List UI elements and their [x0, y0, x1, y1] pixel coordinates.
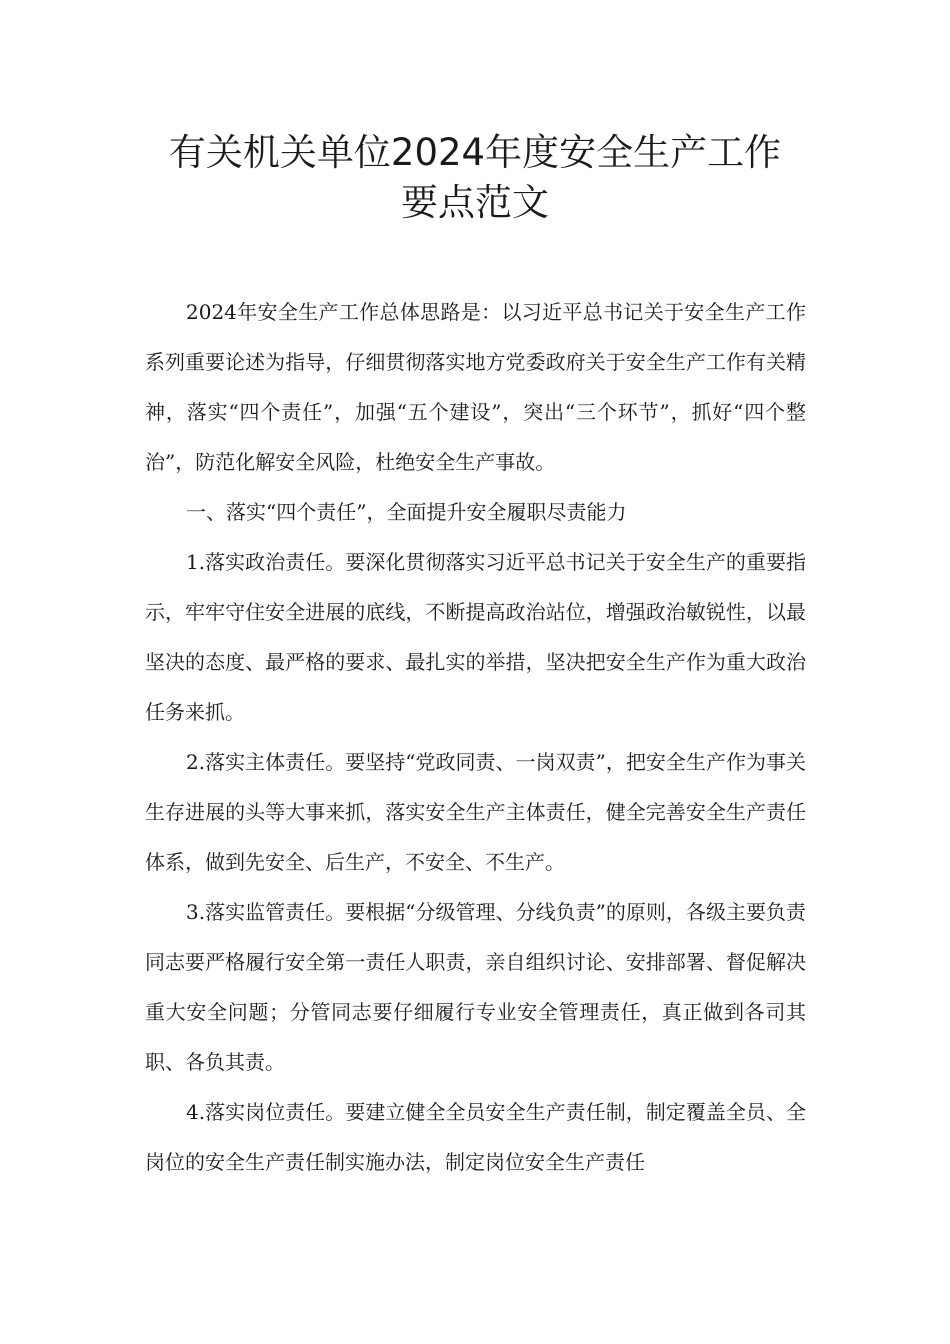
paragraph-item-1: 1.落实政治责任。要深化贯彻落实习近平总书记关于安全生产的重要指示，牢牢守住安全进展的底线，不断提高政治站位，增强政治敏锐性，以最坚决的态度、最严格的要求、最扎实的举措，坚决把安全生产作为重大政治任务来抓。	[145, 550, 806, 724]
title-line-1: 有关机关单位2024年度安全生产工作	[168, 131, 782, 174]
paragraph-item-4: 4.落实岗位责任。要建立健全全员安全生产责任制，制定覆盖全员、全岗位的安全生产责任制实施办法，制定岗位安全生产责任	[145, 1100, 806, 1174]
section-heading: 一、落实“四个责任”，全面提升安全履职尽责能力	[186, 500, 627, 524]
paragraph-intro: 2024年安全生产工作总体思路是：以习近平总书记关于安全生产工作系列重要论述为指导，仔细贯彻落实地方党委政府关于安全生产工作有关精神，落实“四个责任”，加强“五个建设”，突出“三个环节”，抓好“四个整治”，防范化解安全风险，杜绝安全生产事故。	[145, 300, 806, 474]
document-body	[145, 287, 806, 1187]
paragraph-item-3: 3.落实监管责任。要根据“分级管理、分线负责”的原则，各级主要负责同志要严格履行安全第一责任人职责，亲自组织讨论、安排部署、督促解决重大安全问题；分管同志要仔细履行专业安全管理责任，真正做到各司其职、各负其责。	[145, 900, 806, 1074]
paragraph-item-2: 2.落实主体责任。要坚持“党政同责、一岗双责”，把安全生产作为事关生存进展的头等大事来抓，落实安全生产主体责任，健全完善安全生产责任体系，做到先安全、后生产，不安全、不生产。	[145, 750, 806, 874]
document-title	[120, 128, 830, 228]
title-line-2: 要点范文	[401, 181, 549, 224]
